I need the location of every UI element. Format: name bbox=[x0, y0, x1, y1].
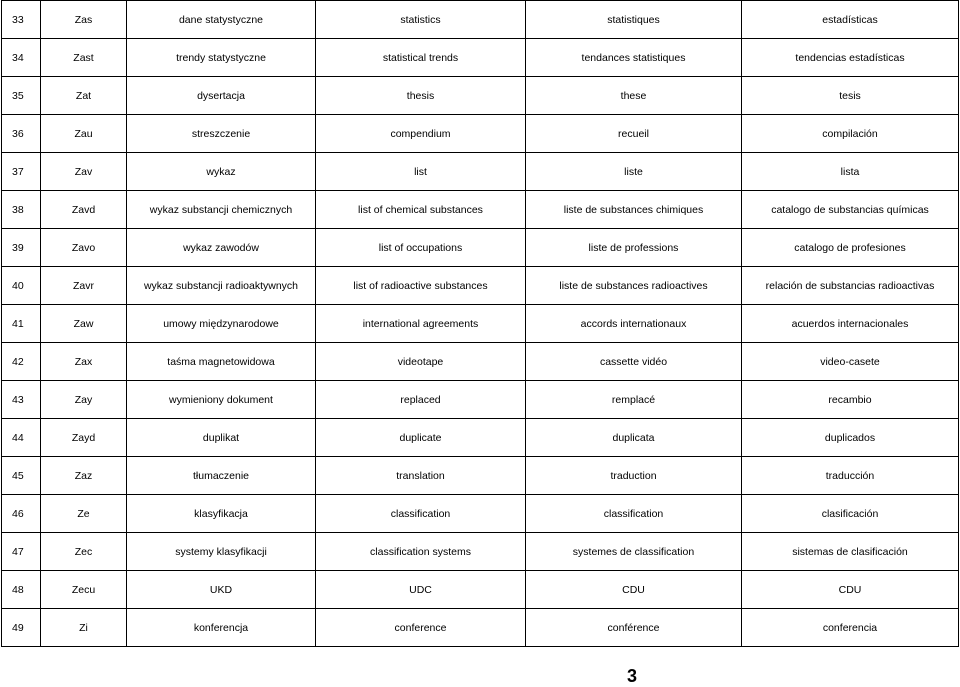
code-cell: Zav bbox=[41, 153, 127, 191]
spanish-term-cell: acuerdos internacionales bbox=[742, 305, 959, 343]
table-row bbox=[2, 153, 959, 191]
table-row bbox=[2, 419, 959, 457]
english-term-cell: videotape bbox=[316, 343, 526, 381]
row-number-cell: 37 bbox=[2, 153, 41, 191]
spanish-term-cell: conferencia bbox=[742, 609, 959, 647]
table-row bbox=[2, 305, 959, 343]
english-term-cell: UDC bbox=[316, 571, 526, 609]
code-cell: Zavo bbox=[41, 229, 127, 267]
table-row bbox=[2, 495, 959, 533]
french-term-cell: liste de substances chimiques bbox=[526, 191, 742, 229]
code-cell: Ze bbox=[41, 495, 127, 533]
spanish-term-cell: estadísticas bbox=[742, 1, 959, 39]
row-number-cell: 42 bbox=[2, 343, 41, 381]
french-term-cell: classification bbox=[526, 495, 742, 533]
english-term-cell: thesis bbox=[316, 77, 526, 115]
table-row bbox=[2, 533, 959, 571]
row-number-cell: 41 bbox=[2, 305, 41, 343]
code-cell: Zi bbox=[41, 609, 127, 647]
polish-term-cell: klasyfikacja bbox=[127, 495, 316, 533]
french-term-cell: statistiques bbox=[526, 1, 742, 39]
french-term-cell: remplacé bbox=[526, 381, 742, 419]
english-term-cell: translation bbox=[316, 457, 526, 495]
polish-term-cell: dane statystyczne bbox=[127, 1, 316, 39]
table-row bbox=[2, 39, 959, 77]
polish-term-cell: taśma magnetowidowa bbox=[127, 343, 316, 381]
spanish-term-cell: recambio bbox=[742, 381, 959, 419]
page-number: 3 bbox=[627, 666, 638, 686]
french-term-cell: tendances statistiques bbox=[526, 39, 742, 77]
table-row bbox=[2, 343, 959, 381]
spanish-term-cell: tesis bbox=[742, 77, 959, 115]
spanish-term-cell: tendencias estadísticas bbox=[742, 39, 959, 77]
english-term-cell: list bbox=[316, 153, 526, 191]
french-term-cell: conférence bbox=[526, 609, 742, 647]
spanish-term-cell: duplicados bbox=[742, 419, 959, 457]
spanish-term-cell: video-casete bbox=[742, 343, 959, 381]
french-term-cell: duplicata bbox=[526, 419, 742, 457]
english-term-cell: list of chemical substances bbox=[316, 191, 526, 229]
row-number-cell: 49 bbox=[2, 609, 41, 647]
english-term-cell: classification systems bbox=[316, 533, 526, 571]
code-cell: Zat bbox=[41, 77, 127, 115]
polish-term-cell: wykaz substancji radioaktywnych bbox=[127, 267, 316, 305]
row-number-cell: 47 bbox=[2, 533, 41, 571]
polish-term-cell: tłumaczenie bbox=[127, 457, 316, 495]
row-number-cell: 45 bbox=[2, 457, 41, 495]
table-row bbox=[2, 609, 959, 647]
polish-term-cell: duplikat bbox=[127, 419, 316, 457]
english-term-cell: statistics bbox=[316, 1, 526, 39]
polish-term-cell: trendy statystyczne bbox=[127, 39, 316, 77]
spanish-term-cell: lista bbox=[742, 153, 959, 191]
spanish-term-cell: traducción bbox=[742, 457, 959, 495]
english-term-cell: statistical trends bbox=[316, 39, 526, 77]
terms-table-body bbox=[2, 1, 959, 647]
spanish-term-cell: compilación bbox=[742, 115, 959, 153]
terms-table bbox=[1, 0, 959, 647]
code-cell: Zas bbox=[41, 1, 127, 39]
english-term-cell: conference bbox=[316, 609, 526, 647]
table-row bbox=[2, 115, 959, 153]
polish-term-cell: konferencja bbox=[127, 609, 316, 647]
polish-term-cell: streszczenie bbox=[127, 115, 316, 153]
code-cell: Zay bbox=[41, 381, 127, 419]
row-number-cell: 44 bbox=[2, 419, 41, 457]
row-number-cell: 36 bbox=[2, 115, 41, 153]
polish-term-cell: wymieniony dokument bbox=[127, 381, 316, 419]
polish-term-cell: wykaz substancji chemicznych bbox=[127, 191, 316, 229]
table-row bbox=[2, 267, 959, 305]
english-term-cell: replaced bbox=[316, 381, 526, 419]
french-term-cell: recueil bbox=[526, 115, 742, 153]
english-term-cell: list of radioactive substances bbox=[316, 267, 526, 305]
polish-term-cell: wykaz bbox=[127, 153, 316, 191]
french-term-cell: liste bbox=[526, 153, 742, 191]
row-number-cell: 39 bbox=[2, 229, 41, 267]
code-cell: Zast bbox=[41, 39, 127, 77]
french-term-cell: accords internationaux bbox=[526, 305, 742, 343]
spanish-term-cell: catalogo de substancias químicas bbox=[742, 191, 959, 229]
french-term-cell: CDU bbox=[526, 571, 742, 609]
code-cell: Zecu bbox=[41, 571, 127, 609]
english-term-cell: international agreements bbox=[316, 305, 526, 343]
code-cell: Zau bbox=[41, 115, 127, 153]
table-row bbox=[2, 77, 959, 115]
spanish-term-cell: clasificación bbox=[742, 495, 959, 533]
table-row bbox=[2, 1, 959, 39]
polish-term-cell: UKD bbox=[127, 571, 316, 609]
row-number-cell: 48 bbox=[2, 571, 41, 609]
french-term-cell: liste de substances radioactives bbox=[526, 267, 742, 305]
polish-term-cell: umowy międzynarodowe bbox=[127, 305, 316, 343]
french-term-cell: these bbox=[526, 77, 742, 115]
polish-term-cell: wykaz zawodów bbox=[127, 229, 316, 267]
english-term-cell: compendium bbox=[316, 115, 526, 153]
polish-term-cell: dysertacja bbox=[127, 77, 316, 115]
code-cell: Zayd bbox=[41, 419, 127, 457]
row-number-cell: 43 bbox=[2, 381, 41, 419]
spanish-term-cell: CDU bbox=[742, 571, 959, 609]
code-cell: Zaz bbox=[41, 457, 127, 495]
table-row bbox=[2, 191, 959, 229]
english-term-cell: duplicate bbox=[316, 419, 526, 457]
code-cell: Zavr bbox=[41, 267, 127, 305]
code-cell: Zec bbox=[41, 533, 127, 571]
table-row bbox=[2, 229, 959, 267]
row-number-cell: 34 bbox=[2, 39, 41, 77]
french-term-cell: systemes de classification bbox=[526, 533, 742, 571]
spanish-term-cell: relación de substancias radioactivas bbox=[742, 267, 959, 305]
row-number-cell: 33 bbox=[2, 1, 41, 39]
table-row bbox=[2, 457, 959, 495]
row-number-cell: 35 bbox=[2, 77, 41, 115]
code-cell: Zax bbox=[41, 343, 127, 381]
row-number-cell: 46 bbox=[2, 495, 41, 533]
code-cell: Zaw bbox=[41, 305, 127, 343]
table-row bbox=[2, 571, 959, 609]
english-term-cell: list of occupations bbox=[316, 229, 526, 267]
french-term-cell: liste de professions bbox=[526, 229, 742, 267]
table-row bbox=[2, 381, 959, 419]
spanish-term-cell: sistemas de clasificación bbox=[742, 533, 959, 571]
english-term-cell: classification bbox=[316, 495, 526, 533]
french-term-cell: traduction bbox=[526, 457, 742, 495]
row-number-cell: 40 bbox=[2, 267, 41, 305]
french-term-cell: cassette vidéo bbox=[526, 343, 742, 381]
spanish-term-cell: catalogo de profesiones bbox=[742, 229, 959, 267]
row-number-cell: 38 bbox=[2, 191, 41, 229]
code-cell: Zavd bbox=[41, 191, 127, 229]
polish-term-cell: systemy klasyfikacji bbox=[127, 533, 316, 571]
